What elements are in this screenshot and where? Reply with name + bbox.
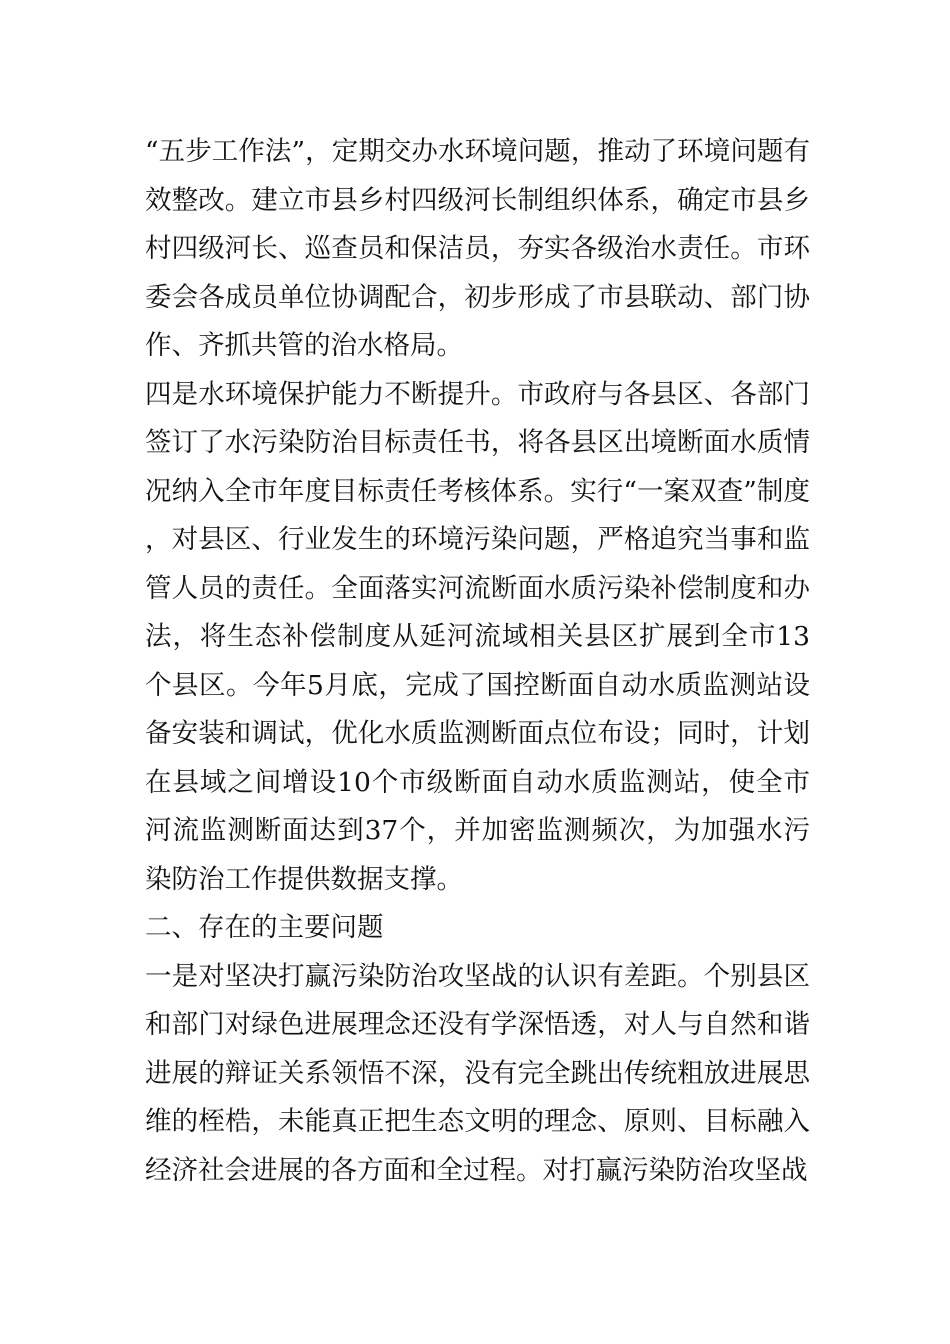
paragraph-awareness-gap: 一是对坚决打赢污染防治攻坚战的认识有差距。个别县区和部门对绿色进展理念还没有学深悟透，对人与自然和谐进展的辩证关系领悟不深，没有完全跳出传统粗放进展思维的桎梏，未能真正把生态文明的理念、原则、目标融入经济社会进展的各方面和全过程。对打赢污染防治攻坚战 bbox=[145, 960, 810, 1186]
document-body bbox=[145, 128, 810, 1195]
paragraph-river-chief-system: “五步工作法”，定期交办水环境问题，推动了环境问题有效整改。建立市县乡村四级河长制组织体系，确定市县乡村四级河长、巡查员和保洁员，夯实各级治水责任。市环委会各成员单位协调配合，初步形成了市县联动、部门协作、齐抓共管的治水格局。 bbox=[145, 136, 810, 361]
section-heading-main-problems: 二、存在的主要问题 bbox=[145, 912, 384, 943]
paragraph-protection-capability: 四是水环境保护能力不断提升。市政府与各县区、各部门签订了水污染防治目标责任书，将各县区出境断面水质情况纳入全市年度目标责任考核体系。实行“一案双查”制度，对县区、行业发生的环境污染问题，严格追究当事和监管人员的责任。全面落实河流断面水质污染补偿制度和办法，将生态补偿制度从延河流域相关县区扩展到全市13个县区。今年5月底，完成了国控断面自动水质监测站设备安装和调试，优化水质监测断面点位布设；同时，计划在县域之间增设10个市级断面自动水质监测站，使全市河流监测断面达到37个，并加密监测频次，为加强水污染防治工作提供数据支撑。 bbox=[145, 378, 810, 895]
